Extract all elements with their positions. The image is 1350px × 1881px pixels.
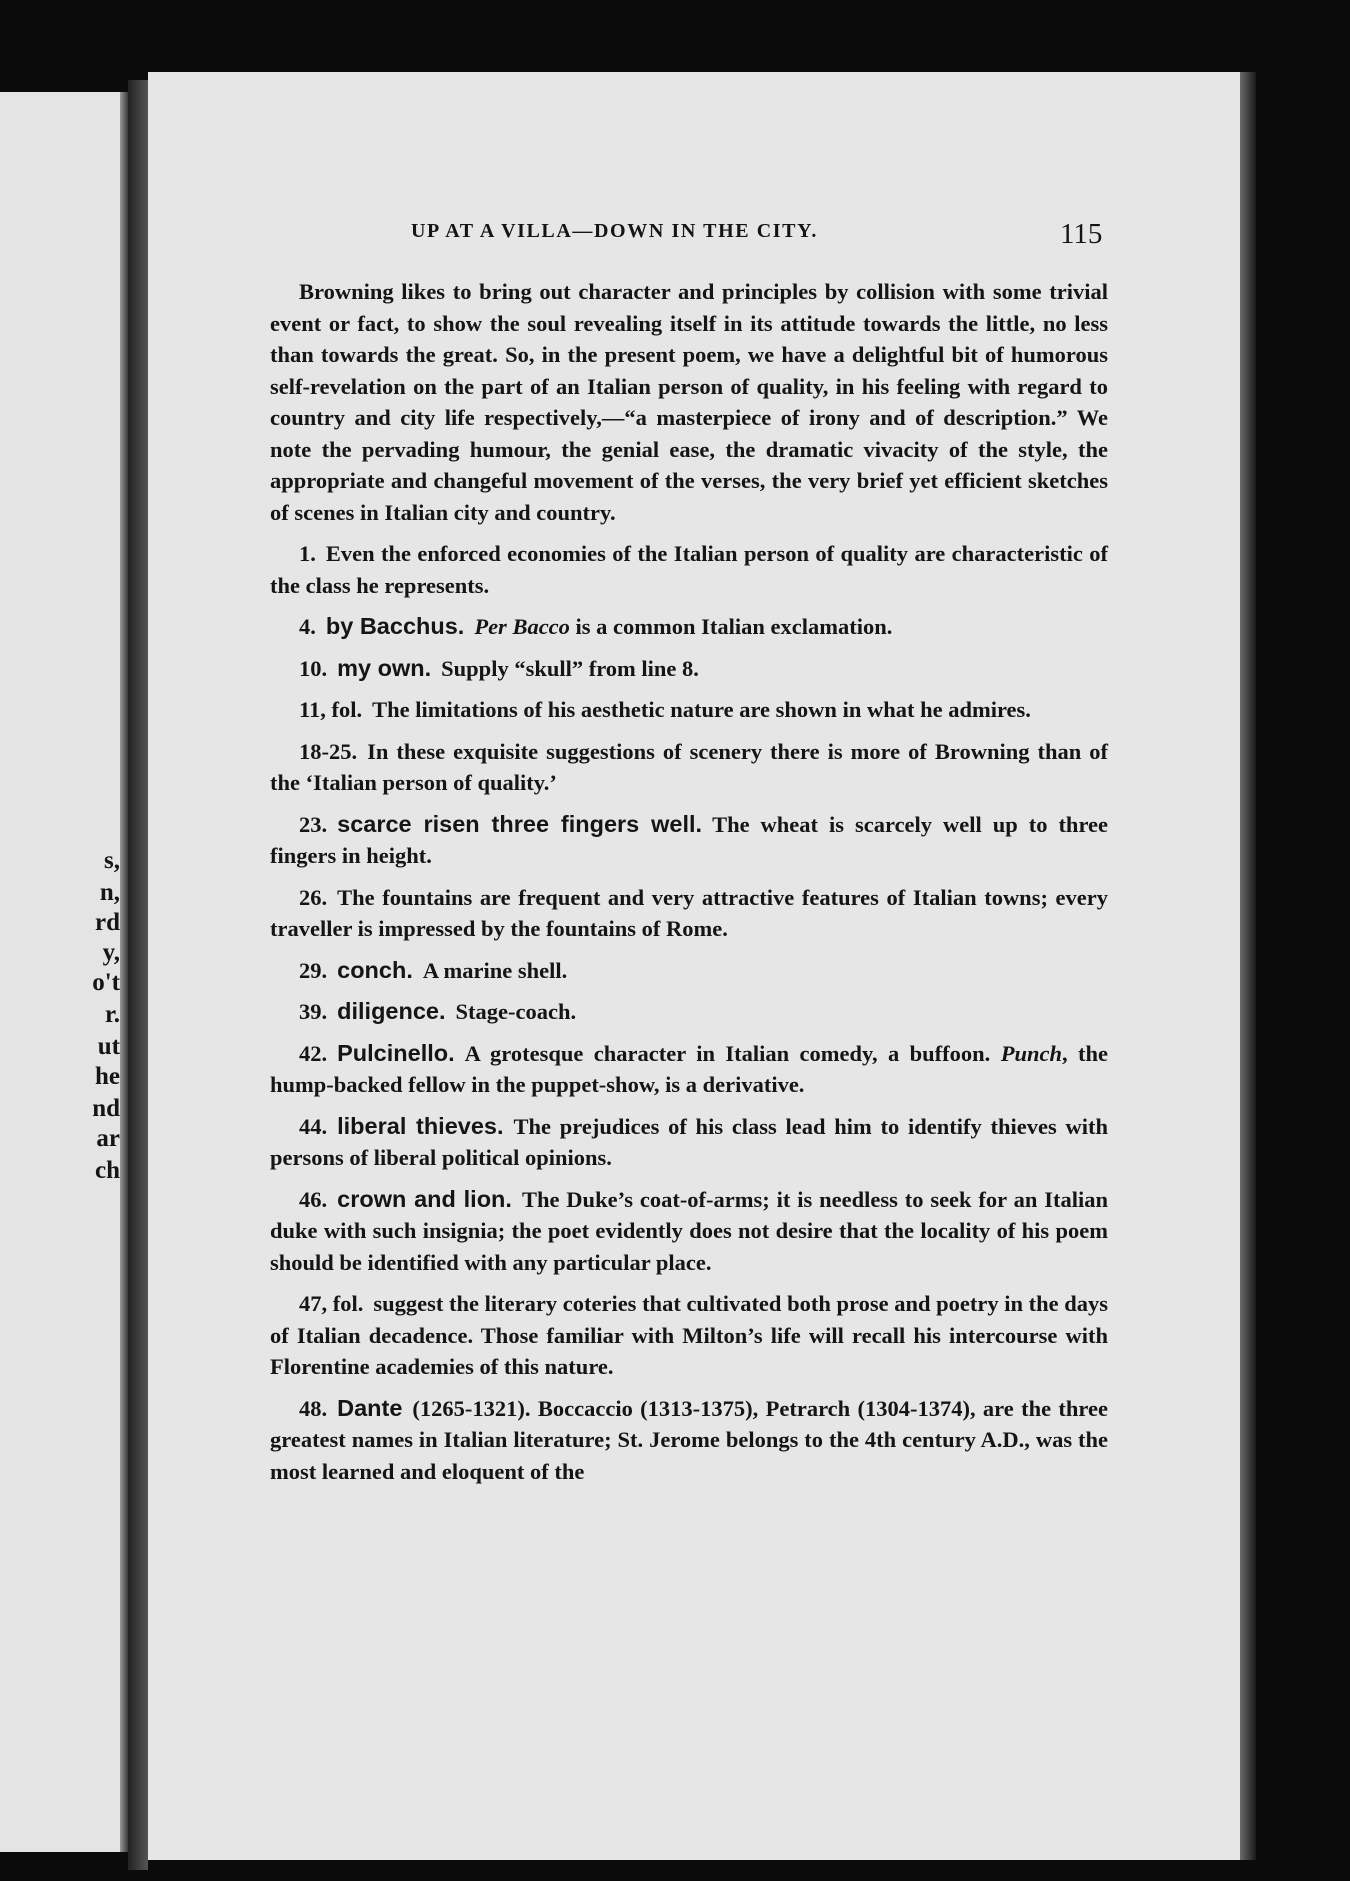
facing-page-fragment: he [95, 1063, 120, 1090]
facing-page-edge [120, 92, 128, 1852]
note-item [270, 736, 1108, 799]
facing-page-fragment: ar [96, 1125, 120, 1152]
note-text: The Duke’s coat-of-arms; it is needless to seek for an Italian duke with such insignia; the poet evidently does not desire that the locality of his poem should be identified with any particular place. [270, 1186, 1108, 1275]
note-item [270, 1184, 1108, 1279]
note-term: liberal thieves. [337, 1112, 504, 1139]
note-line-number: 29. [299, 957, 328, 983]
book-gutter [128, 80, 148, 1870]
note-text: Stage-coach. [455, 999, 577, 1024]
note-line-number: 39. [299, 999, 328, 1024]
note-item [270, 955, 1108, 987]
note-term: my own. [337, 654, 432, 681]
note-item [270, 653, 1108, 685]
note-term: crown and lion. [337, 1185, 512, 1212]
note-text: , the hump-backed fellow in the puppet-show, is a derivative. [270, 1040, 1108, 1097]
note-text: Supply “skull” from line 8. [441, 655, 699, 681]
note-line-number: 18-25. [299, 738, 358, 764]
note-line-number: 1. [299, 541, 316, 566]
note-italic-phrase: Punch [1000, 1040, 1062, 1066]
notes-list [270, 538, 1108, 1487]
note-text: A grotesque character in Italian comedy, a buffoon. [464, 1040, 1001, 1066]
note-text: The prejudices of his class lead him to identify thieves with persons of liberal political opinions. [270, 1113, 1108, 1170]
note-text: (1265-1321). Boccaccio (1313-1375), Petrarch (1304-1374), are the three greatest names in Italian literature; St. Jerome belongs to the 4th century A.D., was the most learned and eloquent of the [270, 1395, 1108, 1484]
note-term: by Bacchus. [325, 613, 465, 639]
note-line-number: 48. [299, 1395, 328, 1421]
page-edge-shadow [1240, 72, 1256, 1860]
intro-paragraph: Browning likes to bring out character and principles by collision with some trivial event or fact, to show the soul revealing itself in its attitude towards the little, no less than towards the great. So, in the present poem, we have a delightful bit of humorous self-revelation on the part of an Italian person of quality, in his feeling with regard to country and city life respectively,—“a masterpiece of irony and of description.” We note the pervading humour, the genial ease, the dramatic vivacity of the style, the appropriate and changeful movement of the verses, the very brief yet efficient sketches of scenes in Italian city and country. [270, 279, 1108, 525]
note-item [270, 1288, 1108, 1383]
page-content [270, 276, 1108, 1497]
note-item [270, 809, 1108, 872]
facing-page-fragment: nd [92, 1095, 120, 1122]
facing-page-fragment: rd [95, 909, 120, 936]
note-term: Pulcinello. [337, 1039, 455, 1066]
note-text: In these exquisite suggestions of scenery there is more of Browning than of the ‘Italian person of quality.’ [270, 738, 1108, 795]
page-number: 115 [1060, 218, 1103, 250]
facing-page-fragment: ch [95, 1157, 120, 1184]
note-text: The wheat is scarcely well up to three fingers in height. [270, 811, 1109, 868]
note-item [270, 611, 1108, 643]
note-line-number: 23. [299, 811, 328, 837]
note-item [270, 882, 1108, 945]
facing-page-fragment: y, [102, 939, 120, 966]
note-text: The fountains are frequent and very attractive features of Italian towns; every traveller is impressed by the fountains of Rome. [270, 884, 1108, 941]
note-line-number: 44. [299, 1113, 328, 1139]
note-item [270, 996, 1108, 1028]
note-line-number: 4. [299, 614, 316, 639]
note-line-number: 42. [299, 1040, 328, 1066]
facing-page-fragment: n, [99, 879, 120, 906]
note-italic-phrase: Per Bacco [474, 614, 570, 639]
facing-page-fragment: ut [97, 1033, 120, 1060]
note-term: conch. [337, 956, 413, 983]
note-text: suggest the literary coteries that cultivated both prose and poetry in the days of Italian decadence. Those familiar with Milton’s life will recall his intercourse with Florentine academies of this nature. [270, 1291, 1109, 1379]
facing-page-fragment: s, [104, 847, 120, 874]
facing-page-fragment: o't [92, 969, 120, 996]
note-item [270, 694, 1108, 726]
note-item [270, 1038, 1108, 1101]
note-text: The limitations of his aesthetic nature are shown in what he admires. [372, 697, 1031, 722]
facing-page-fragment: r. [104, 1001, 120, 1028]
note-item [270, 1393, 1108, 1488]
note-text: is a common Italian exclamation. [569, 614, 893, 639]
note-line-number: 46. [299, 1186, 328, 1212]
note-text: Even the enforced economies of the Italian person of quality are characteristic of the class he represents. [270, 541, 1108, 598]
note-line-number: 11, fol. [299, 697, 363, 722]
note-line-number: 10. [299, 655, 328, 681]
note-item [270, 1111, 1108, 1174]
running-header: UP AT A VILLA—DOWN IN THE CITY. [411, 220, 818, 242]
note-term: Dante [337, 1394, 403, 1421]
facing-page [0, 92, 128, 1852]
note-line-number: 47, fol. [299, 1291, 364, 1316]
note-term: scarce risen three fingers well. [337, 810, 703, 837]
note-item [270, 538, 1108, 601]
note-line-number: 26. [299, 884, 328, 910]
note-term: diligence. [337, 998, 446, 1024]
note-text: A marine shell. [422, 957, 568, 983]
